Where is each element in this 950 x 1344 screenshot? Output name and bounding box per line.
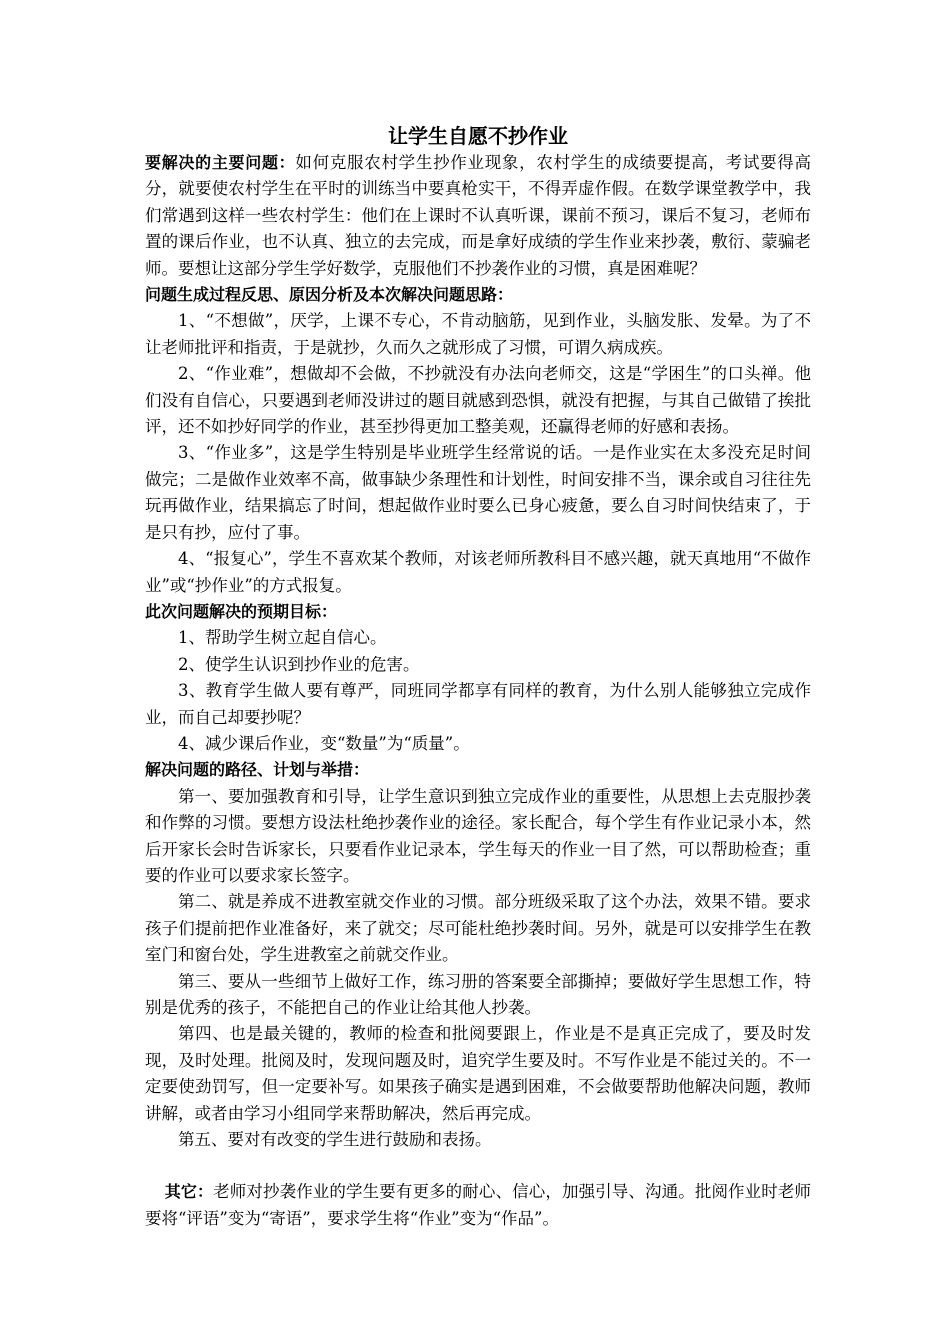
document-title: 让学生自愿不抄作业 bbox=[388, 124, 568, 148]
goal-item: 4、减少课后作业，变“数量”为“质量”。 bbox=[178, 733, 470, 753]
measure-item: 第四、也是最关键的，教师的检查和批阅要跟上，作业是不是真正完成了，要及时发现，及时处理。批阅及时，发现问题及时，追究学生要及时。不写作业是不能过关的。不一定要使劲罚写，但一定要补写。如果孩子确实是遇到困难，不会做要帮助他解决问题，教师讲解，或者由学习小组同学来帮助解决，然后再完成。 bbox=[145, 1024, 811, 1123]
other-text: 老师对抄袭作业的学生要有更多的耐心、信心，加强引导、沟通。批阅作业时老师要将“评语”变为“寄语”，要求学生将“作业”变为“作品”。 bbox=[145, 1182, 811, 1228]
measure-item: 第二、就是养成不进教室就交作业的习惯。部分班级采取了这个办法，效果不错。要求孩子们提前把作业准备好，来了就交；尽可能杜绝抄袭时间。另外，就是可以安排学生在教室门和窗台处，学生进教室之前就交作业。 bbox=[145, 892, 811, 965]
other-paragraph bbox=[145, 1179, 811, 1232]
problem-text: 如何克服农村学生抄作业现象，农村学生的成绩要提高，考试要得高分，就要使农村学生在平时的训练当中要真枪实干，不得弄虚作假。在数学课堂教学中，我们常遇到这样一些农村学生：他们在上课时不认真听课，课前不预习，课后不复习，老师布置的课后作业，也不认真、独立的去完成，而是拿好成绩的学生作业来抄袭，敷衍、蒙骗老师。要想让这部分学生学好数学，克服他们不抄袭作业的习惯，真是困难呢？ bbox=[145, 153, 811, 278]
goal-item: 1、帮助学生树立起自信心。 bbox=[178, 628, 387, 648]
reflection-item: 4、“报复心”，学生不喜欢某个教师，对该老师所教科目不感兴趣，就天真地用“不做作业”或“抄作业”的方式报复。 bbox=[145, 549, 811, 595]
goal-item: 3、教育学生做人要有尊严，同班同学都享有同样的教育，为什么别人能够独立完成作业，而自己却要抄呢？ bbox=[145, 681, 811, 727]
other-heading: 其它： bbox=[164, 1182, 214, 1202]
reflection-item: 3、“作业多”，这是学生特别是毕业班学生经常说的话。一是作业实在太多没充足时间做完；二是做作业效率不高，做事缺少条理性和计划性，时间安排不当，课余或自习往往先玩再做作业，结果搞忘了时间，想起做作业时要么已身心疲惫，要么自习时间快结束了，于是只有抄，应付了事。 bbox=[145, 443, 811, 542]
reflection-item: 2、“作业难”，想做却不会做，不抄就没有办法向老师交，这是“学困生”的口头禅。他们没有自信心，只要遇到老师没讲过的题目就感到恐惧，就没有把握，与其自己做错了挨批评，还不如抄好同学的作业，甚至抄得更加工整美观，还赢得老师的好感和表扬。 bbox=[145, 364, 811, 437]
measures-heading: 解决问题的路径、计划与举措： bbox=[145, 760, 370, 780]
section-spacer bbox=[145, 1153, 811, 1179]
goal-item: 2、使学生认识到抄作业的危害。 bbox=[178, 654, 420, 674]
measure-item: 第三、要从一些细节上做好工作，练习册的答案要全部撕掉；要做好学生思想工作，特别是优秀的孩子，不能把自己的作业让给其他人抄袭。 bbox=[145, 971, 811, 1017]
reflection-item: 1、“不想做”，厌学，上课不专心，不肯动脑筋，见到作业，头脑发胀、发晕。为了不让老师批评和指责，于是就抄，久而久之就形成了习惯，可谓久病成疾。 bbox=[145, 311, 811, 357]
problem-heading: 要解决的主要问题： bbox=[145, 153, 296, 172]
problem-paragraph bbox=[145, 150, 811, 282]
reflection-heading: 问题生成过程反思、原因分析及本次解决问题思路： bbox=[145, 285, 514, 305]
goals-heading: 此次问题解决的预期目标： bbox=[145, 601, 338, 621]
measure-item: 第五、要对有改变的学生进行鼓励和表扬。 bbox=[178, 1130, 492, 1150]
measure-item: 第一、要加强教育和引导，让学生意识到独立完成作业的重要性，从思想上去克服抄袭和作弊的习惯。要想方设法杜绝抄袭作业的途径。家长配合，每个学生有作业记录小本，然后开家长会时告诉家长，只要看作业记录本，学生每天的作业一目了然，可以帮助检查；重要的作业可以要求家长签字。 bbox=[145, 786, 811, 885]
document-page bbox=[145, 122, 811, 1232]
